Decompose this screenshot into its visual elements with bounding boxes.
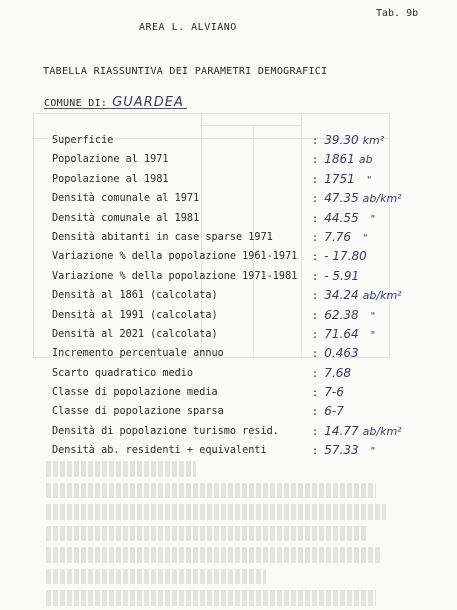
parameter-label: Popolazione al 1971 (52, 154, 169, 166)
parameter-row (52, 267, 442, 286)
parameter-value (312, 267, 359, 287)
handwritten-value: - 17.80 (324, 249, 367, 264)
value-separator: : (312, 194, 325, 206)
table-reference: Tab. 9b (376, 8, 419, 19)
ditto-mark: " (363, 232, 368, 244)
parameter-label: Classe di popolazione sparsa (52, 406, 224, 418)
value-separator: : (312, 155, 325, 167)
parameter-row (52, 344, 442, 363)
parameter-row (52, 402, 442, 421)
handwritten-unit: ab (358, 153, 373, 167)
parameter-value (312, 189, 402, 209)
parameter-label: Incremento percentuale annuo (52, 348, 224, 360)
handwritten-value: 62.38 (324, 307, 359, 322)
value-separator: : (312, 252, 325, 264)
value-separator: : (312, 426, 325, 438)
value-separator: : (312, 388, 325, 400)
handwritten-value: 0.463 (324, 346, 359, 361)
handwritten-value: 1861 (324, 152, 355, 167)
bleed-through-text (46, 455, 386, 606)
parameter-label: Densità al 2021 (calcolata) (52, 328, 218, 340)
parameter-row (52, 286, 442, 305)
value-separator: : (312, 232, 325, 244)
value-separator: : (312, 368, 325, 380)
parameter-row (52, 131, 442, 150)
parameter-label: Densità comunale al 1971 (52, 193, 200, 205)
value-separator: : (312, 271, 325, 283)
value-separator: : (312, 213, 325, 225)
parameter-label: Popolazione al 1981 (52, 173, 169, 185)
value-separator: : (312, 136, 325, 147)
parameter-value (312, 383, 344, 403)
handwritten-value: 14.77 (324, 423, 359, 438)
area-title: AREA L. ALVIANO (139, 22, 237, 33)
handwritten-value: 1751 (324, 171, 355, 186)
parameter-row (52, 209, 442, 228)
value-separator: : (312, 349, 325, 361)
parameter-label: Densità di popolazione turismo resid. (52, 425, 279, 437)
parameter-row (52, 170, 442, 189)
handwritten-value: 34.24 (324, 288, 359, 303)
parameters-list (52, 131, 442, 461)
value-separator: : (312, 174, 325, 186)
parameter-value (312, 306, 375, 326)
handwritten-value: 6-7 (324, 404, 344, 419)
comune-underline (44, 108, 187, 109)
handwritten-unit: ab/km² (362, 192, 402, 206)
handwritten-value: 44.55 (324, 210, 359, 225)
parameter-row (52, 189, 442, 208)
value-separator: : (312, 329, 325, 341)
ditto-mark: " (366, 174, 372, 186)
handwritten-unit: ab/km² (362, 289, 402, 303)
parameter-label: Variazione % della popolazione 1961-1971 (52, 251, 298, 263)
handwritten-value: 7.68 (324, 365, 351, 380)
parameter-row (52, 228, 442, 247)
parameter-value (312, 131, 384, 151)
parameter-value (312, 209, 375, 229)
handwritten-value: - 5.91 (324, 268, 360, 283)
ditto-mark: " (370, 310, 376, 322)
handwritten-value: 39.30 (324, 133, 359, 147)
handwritten-value: 47.35 (324, 191, 359, 206)
ditto-mark: " (370, 446, 376, 458)
parameter-label: Densità al 1991 (calcolata) (52, 309, 218, 321)
parameter-label: Densità abitanti in case sparse 1971 (52, 231, 273, 243)
parameter-value (312, 402, 344, 422)
handwritten-value: 57.33 (324, 443, 359, 458)
table-subtitle: TABELLA RIASSUNTIVA DEI PARAMETRI DEMOGRAFICI (43, 66, 328, 77)
parameter-value (312, 422, 402, 442)
parameter-value (312, 150, 373, 170)
parameter-label: Densità ab. residenti + equivalenti (52, 445, 267, 457)
parameter-row (52, 383, 442, 402)
ditto-mark: " (370, 213, 376, 225)
parameter-value (312, 228, 368, 248)
handwritten-unit: km² (362, 134, 385, 147)
handwritten-value: 7.76 (324, 229, 351, 244)
parameter-value (312, 344, 359, 364)
parameter-label: Scarto quadratico medio (52, 367, 194, 379)
comune-label: COMUNE DI: (44, 98, 108, 109)
parameter-row (52, 247, 442, 266)
parameter-value (312, 325, 375, 345)
parameter-row (52, 306, 442, 325)
value-separator: : (312, 310, 325, 322)
parameter-row (52, 325, 442, 344)
comune-name: GUARDEA (112, 95, 184, 110)
value-separator: : (312, 291, 325, 303)
parameter-row (52, 422, 442, 441)
parameter-label: Variazione % della popolazione 1971-1981 (52, 270, 298, 282)
handwritten-unit: ab/km² (362, 424, 402, 438)
parameter-value (312, 364, 351, 384)
handwritten-value: 71.64 (324, 326, 359, 341)
handwritten-value: 7-6 (324, 385, 344, 400)
parameter-label: Classe di popolazione media (52, 387, 218, 399)
parameter-value (312, 170, 371, 190)
parameter-row (52, 364, 442, 383)
value-separator: : (312, 407, 325, 419)
parameter-label: Densità al 1861 (calcolata) (52, 290, 218, 302)
ditto-mark: " (370, 329, 376, 341)
parameter-label: Superficie (52, 135, 114, 146)
parameter-row (52, 150, 442, 169)
parameter-value (312, 286, 402, 306)
parameter-value (312, 247, 367, 267)
parameter-label: Densità comunale al 1981 (52, 212, 200, 224)
value-separator: : (312, 446, 325, 458)
